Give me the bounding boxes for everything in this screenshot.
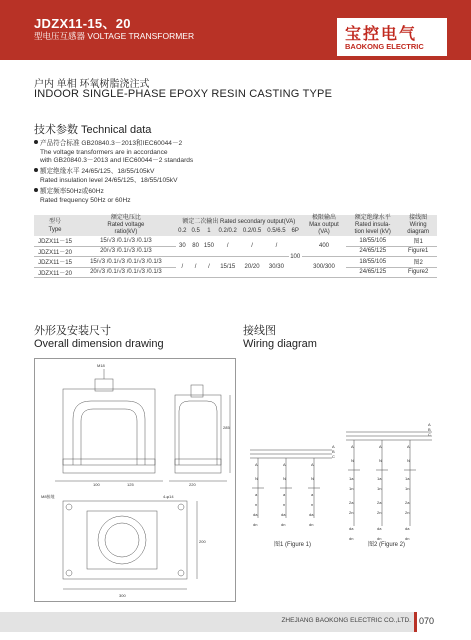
svg-text:C: C: [332, 454, 335, 459]
svg-text:dn: dn: [405, 536, 410, 541]
overall-heading: 外形及安装尺寸 Overall dimension drawing: [34, 325, 164, 350]
dim-bolt: M8接地: [41, 494, 55, 499]
svg-text:da: da: [377, 526, 382, 531]
svg-text:da: da: [309, 512, 314, 517]
bullet-frequency: 额定频率50Hz或60Hz Rated frequency 50Hz or 60Hz: [34, 188, 131, 205]
svg-text:1n: 1n: [349, 486, 354, 491]
svg-text:C: C: [428, 432, 431, 437]
wiring-diagram-svg: [242, 358, 438, 600]
bullet-icon: [34, 188, 38, 192]
brand-name-cn: 宝控电气: [345, 26, 418, 43]
class-0-2-0-5: 0.2/0.5: [240, 226, 264, 237]
wiring-diagram: [242, 358, 438, 600]
svg-text:A: A: [311, 462, 314, 467]
dim-100: 100: [93, 482, 100, 487]
svg-text:n: n: [311, 502, 314, 507]
svg-text:dn: dn: [253, 522, 258, 527]
dim-m18: M18: [97, 363, 105, 368]
svg-text:A: A: [255, 462, 258, 467]
svg-text:1a: 1a: [405, 476, 410, 481]
svg-text:N: N: [351, 458, 354, 463]
table-row: JDZX11－15 15/√3 /0.1/√3 /0.1/3 30 80 150 / / / 100 400 18/55/105 图1: [34, 236, 437, 246]
svg-text:2n: 2n: [377, 510, 382, 515]
svg-text:n: n: [255, 502, 258, 507]
svg-text:da: da: [349, 526, 354, 531]
dim-285: 285: [223, 425, 230, 430]
bullet-standard: 产品符合标准 GB20840.3－2013和IEC60044－2 The voltage transformers are in accordance with GB20840.3－2013 and IEC60044－2 standards: [34, 140, 193, 166]
svg-text:A: A: [379, 444, 382, 449]
header-secondary: 额定二次输出 Rated secondary output(VA): [176, 215, 302, 226]
product-title-cn: 户内 单相 环氧树脂浇注式: [34, 79, 150, 90]
table-row: JDZX11－20 20/√3 /0.1/√3 /0.1/3 24/65/125 Figure1: [34, 246, 437, 257]
svg-text:dn: dn: [349, 536, 354, 541]
dimension-drawing: [34, 358, 236, 602]
bullet-insulation: 额定绝缘水平 24/65/125、18/55/105kV Rated insulation level 24/65/125、18/55/105kV: [34, 168, 177, 185]
wiring-heading: 接线图 Wiring diagram: [243, 325, 317, 350]
spec-table: [34, 215, 437, 278]
page-footer: [0, 612, 471, 632]
svg-text:A: A: [283, 462, 286, 467]
svg-text:N: N: [283, 476, 286, 481]
class-0-2-0-2: 0.2/0.2: [216, 226, 240, 237]
dim-220: 220: [189, 482, 196, 487]
table-row: JDZX11－20 20/√3 /0.1/√3 /0.1/√3 /0.1/3 24/65/125 Figure2: [34, 267, 437, 278]
brand-name-en: BAOKONG ELECTRIC: [345, 42, 424, 51]
svg-text:da: da: [405, 526, 410, 531]
svg-text:2n: 2n: [349, 510, 354, 515]
dim-200: 200: [199, 539, 206, 544]
svg-text:B: B: [428, 427, 431, 432]
svg-text:2a: 2a: [405, 500, 410, 505]
technical-heading: 技术参数 Technical data: [34, 124, 152, 136]
svg-text:N: N: [311, 476, 314, 481]
svg-text:2n: 2n: [405, 510, 410, 515]
product-title-en: INDOOR SINGLE-PHASE EPOXY RESIN CASTING TYPE: [34, 88, 333, 100]
dimension-drawing-svg: [35, 359, 235, 601]
figure2-caption: 图2 (Figure 2): [368, 542, 406, 548]
svg-text:N: N: [407, 458, 410, 463]
model-subtitle: 型电压互感器 VOLTAGE TRANSFORMER: [34, 31, 195, 41]
svg-text:n: n: [283, 502, 286, 507]
svg-text:dn: dn: [281, 522, 286, 527]
header-insulation: 额定绝缘水平 Rated insula- tion level (kV): [346, 215, 399, 236]
brand-logo: [337, 18, 447, 56]
class-1: 1: [202, 226, 215, 237]
dim-125: 125: [127, 482, 134, 487]
header-ratio: 额定电压比 Rated voltage ratio(kV): [76, 215, 176, 236]
svg-text:A: A: [351, 444, 354, 449]
svg-text:2a: 2a: [377, 500, 382, 505]
svg-text:N: N: [255, 476, 258, 481]
page-header: [0, 0, 471, 60]
svg-text:1a: 1a: [377, 476, 382, 481]
class-0-2: 0.2: [176, 226, 189, 237]
bullet-icon: [34, 140, 38, 144]
svg-text:A: A: [407, 444, 410, 449]
svg-text:dn: dn: [309, 522, 314, 527]
svg-text:da: da: [281, 512, 286, 517]
svg-text:B: B: [332, 449, 335, 454]
svg-text:da: da: [253, 512, 258, 517]
svg-text:A: A: [332, 444, 335, 449]
svg-text:1n: 1n: [405, 486, 410, 491]
table-header-row: [34, 215, 437, 226]
svg-text:1a: 1a: [349, 476, 354, 481]
model-title: JDZX11-15、20: [34, 16, 131, 31]
svg-text:N: N: [379, 458, 382, 463]
page-number: 070: [419, 616, 435, 626]
header-type: 型号 Type: [34, 215, 76, 236]
class-6p: 6P: [289, 226, 302, 237]
footer-company: ZHEJIANG BAOKONG ELECTRIC CO.,LTD.: [281, 617, 411, 624]
svg-text:a: a: [255, 492, 258, 497]
header-wiring: 接线图 Wiring diagram: [399, 215, 437, 236]
svg-text:A: A: [428, 422, 431, 427]
svg-text:2a: 2a: [349, 500, 354, 505]
bullet-icon: [34, 168, 38, 172]
class-0-5-6-5: 0.5/6.5: [264, 226, 288, 237]
svg-text:1n: 1n: [377, 486, 382, 491]
dim-300: 300: [119, 593, 126, 598]
svg-text:a: a: [283, 492, 286, 497]
figure1-caption: 图1 (Figure 1): [274, 542, 312, 548]
table-row: JDZX11－15 15/√3 /0.1/√3 /0.1/√3 /0.1/3 / / / 15/15 20/20 30/30 300/300 18/55/105 图2: [34, 257, 437, 268]
dim-4x14: 4-φ14: [163, 494, 174, 499]
header-max-output: 极限输出 Max output (VA): [302, 215, 346, 236]
class-0-5: 0.5: [189, 226, 202, 237]
svg-text:a: a: [311, 492, 314, 497]
svg-text:dn: dn: [377, 536, 382, 541]
